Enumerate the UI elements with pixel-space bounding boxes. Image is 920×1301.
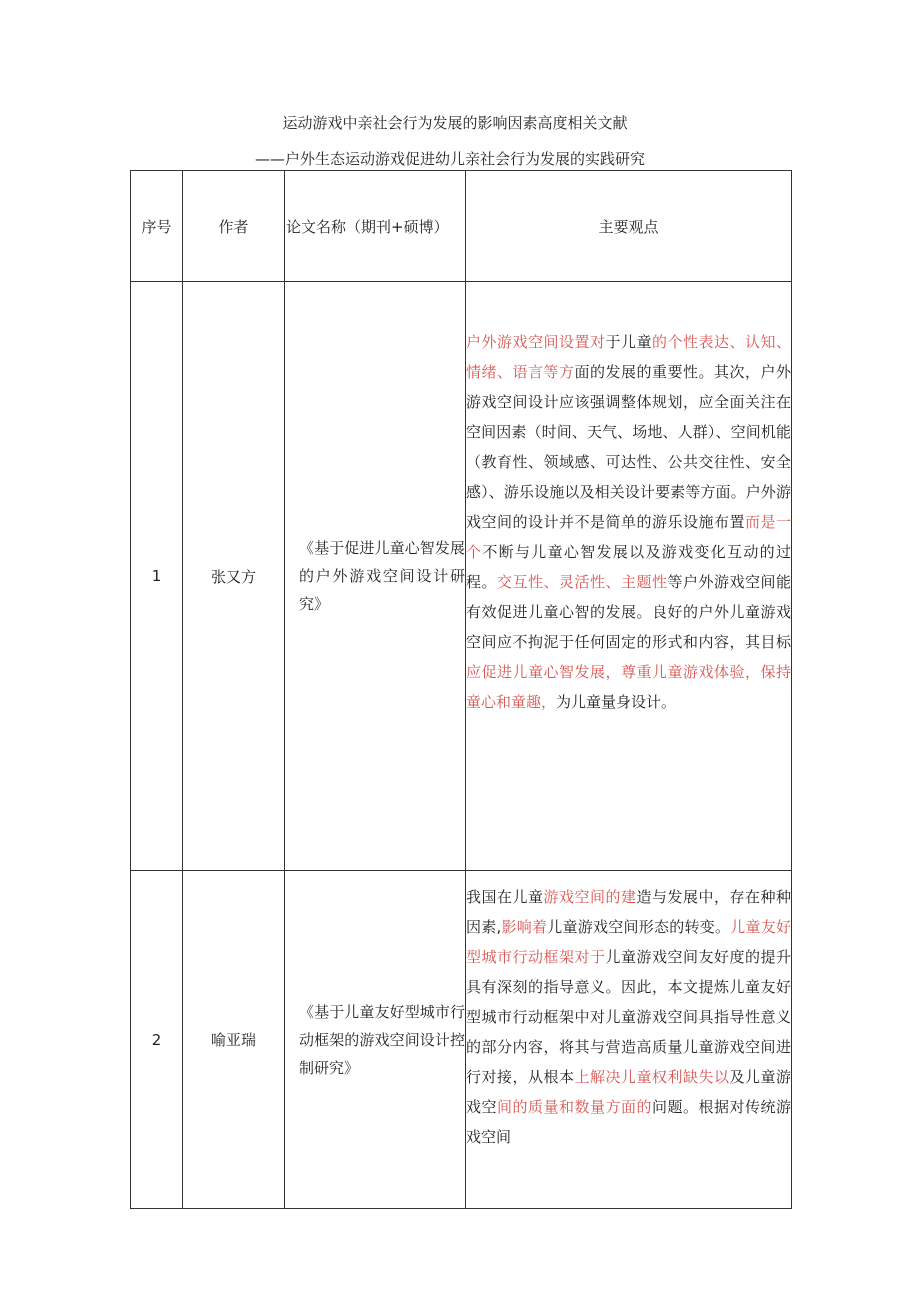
highlighted-text: 户外游戏空间设置对 [466,333,606,351]
highlighted-text: 影响着 [501,918,548,936]
highlighted-text: 应促进儿童心智发展，尊重儿童游戏体验，保持童心和童趣， [466,663,791,711]
highlighted-text: 而是一个 [466,513,791,561]
row-view [466,282,792,871]
row-paper-title: 《基于儿童友好型城市行动框架的游戏空间设计控制研究》 [299,1002,465,1077]
table-row [131,282,792,871]
highlighted-text: 的个性表达、认知、情绪、语言等方 [466,333,791,381]
view-text: 等户外游戏空间能有效促进儿童心智的发展。良好的户外儿童游戏空间应不拘泥于任何固定的形式和内容，其目标 [466,573,791,651]
highlighted-text: 交互性、灵活性、主题性 [497,573,668,591]
highlighted-text: 间的质量和数量方面的 [497,1098,652,1116]
row-paper-title: 《基于促进儿童心智发展的户外游戏空间设计研究》 [299,539,465,613]
row-number: 1 [131,282,183,871]
row-view [466,871,792,1209]
view-text: 儿童游戏空间形态的转变。 [547,918,731,936]
view-text: 造与发展中，存在种种因素, [466,888,791,936]
header-number: 序号 [131,171,183,282]
view-text: 问题。根据对传统游戏空间 [466,1098,791,1146]
row-author: 喻亚瑞 [183,871,285,1209]
view-text: 我国在儿童 [466,888,544,906]
view-text: 为儿童量身设计。 [556,693,677,711]
row-number: 2 [131,871,183,1209]
header-author: 作者 [183,171,285,282]
view-text: 面的发展的重要性。其次，户外游戏空间设计应该强调整体规划，应全面关注在空间因素（时间、天气、场地、人群）、空间机能（教育性、领域感、可达性、公共交往性、安全感）、游乐设施以及相关设计要素等方面。户外游戏空间的设计并不是简单的游乐设施布置 [466,363,791,531]
view-text: 及儿童游戏空 [466,1068,791,1116]
view-text: 于儿童 [605,333,652,351]
view-text: 不断与儿童心智发展以及游戏变化互动的过程。 [466,543,791,591]
document-subtitle: ——户外生态运动游戏促进幼儿亲社会行为发展的实践研究 [254,150,645,168]
highlighted-text: 游戏空间的建 [543,888,637,906]
row-paper-cell [285,282,466,871]
literature-table [130,170,792,1209]
table-row [131,871,792,1209]
row-author: 张又方 [183,282,285,871]
highlighted-text: 儿童友好型城市行动框架对于 [466,918,791,966]
header-view: 主要观点 [466,171,792,282]
document-title: 运动游戏中亲社会行为发展的影响因素高度相关文献 [282,114,628,132]
header-paper: 论文名称（期刊+硕博） [285,171,466,282]
highlighted-text: 上解决儿童权利缺失以 [574,1068,730,1086]
table-header-row [131,171,792,282]
row-paper-cell [285,871,466,1209]
view-text: 儿童游戏空间友好度的提升具有深刻的指导意义。因此，本文提炼儿童友好型城市行动框架中对儿童游戏空间具指导性意义的部分内容，将其与营造高质量儿童游戏空间进行对接，从根本 [466,948,791,1086]
